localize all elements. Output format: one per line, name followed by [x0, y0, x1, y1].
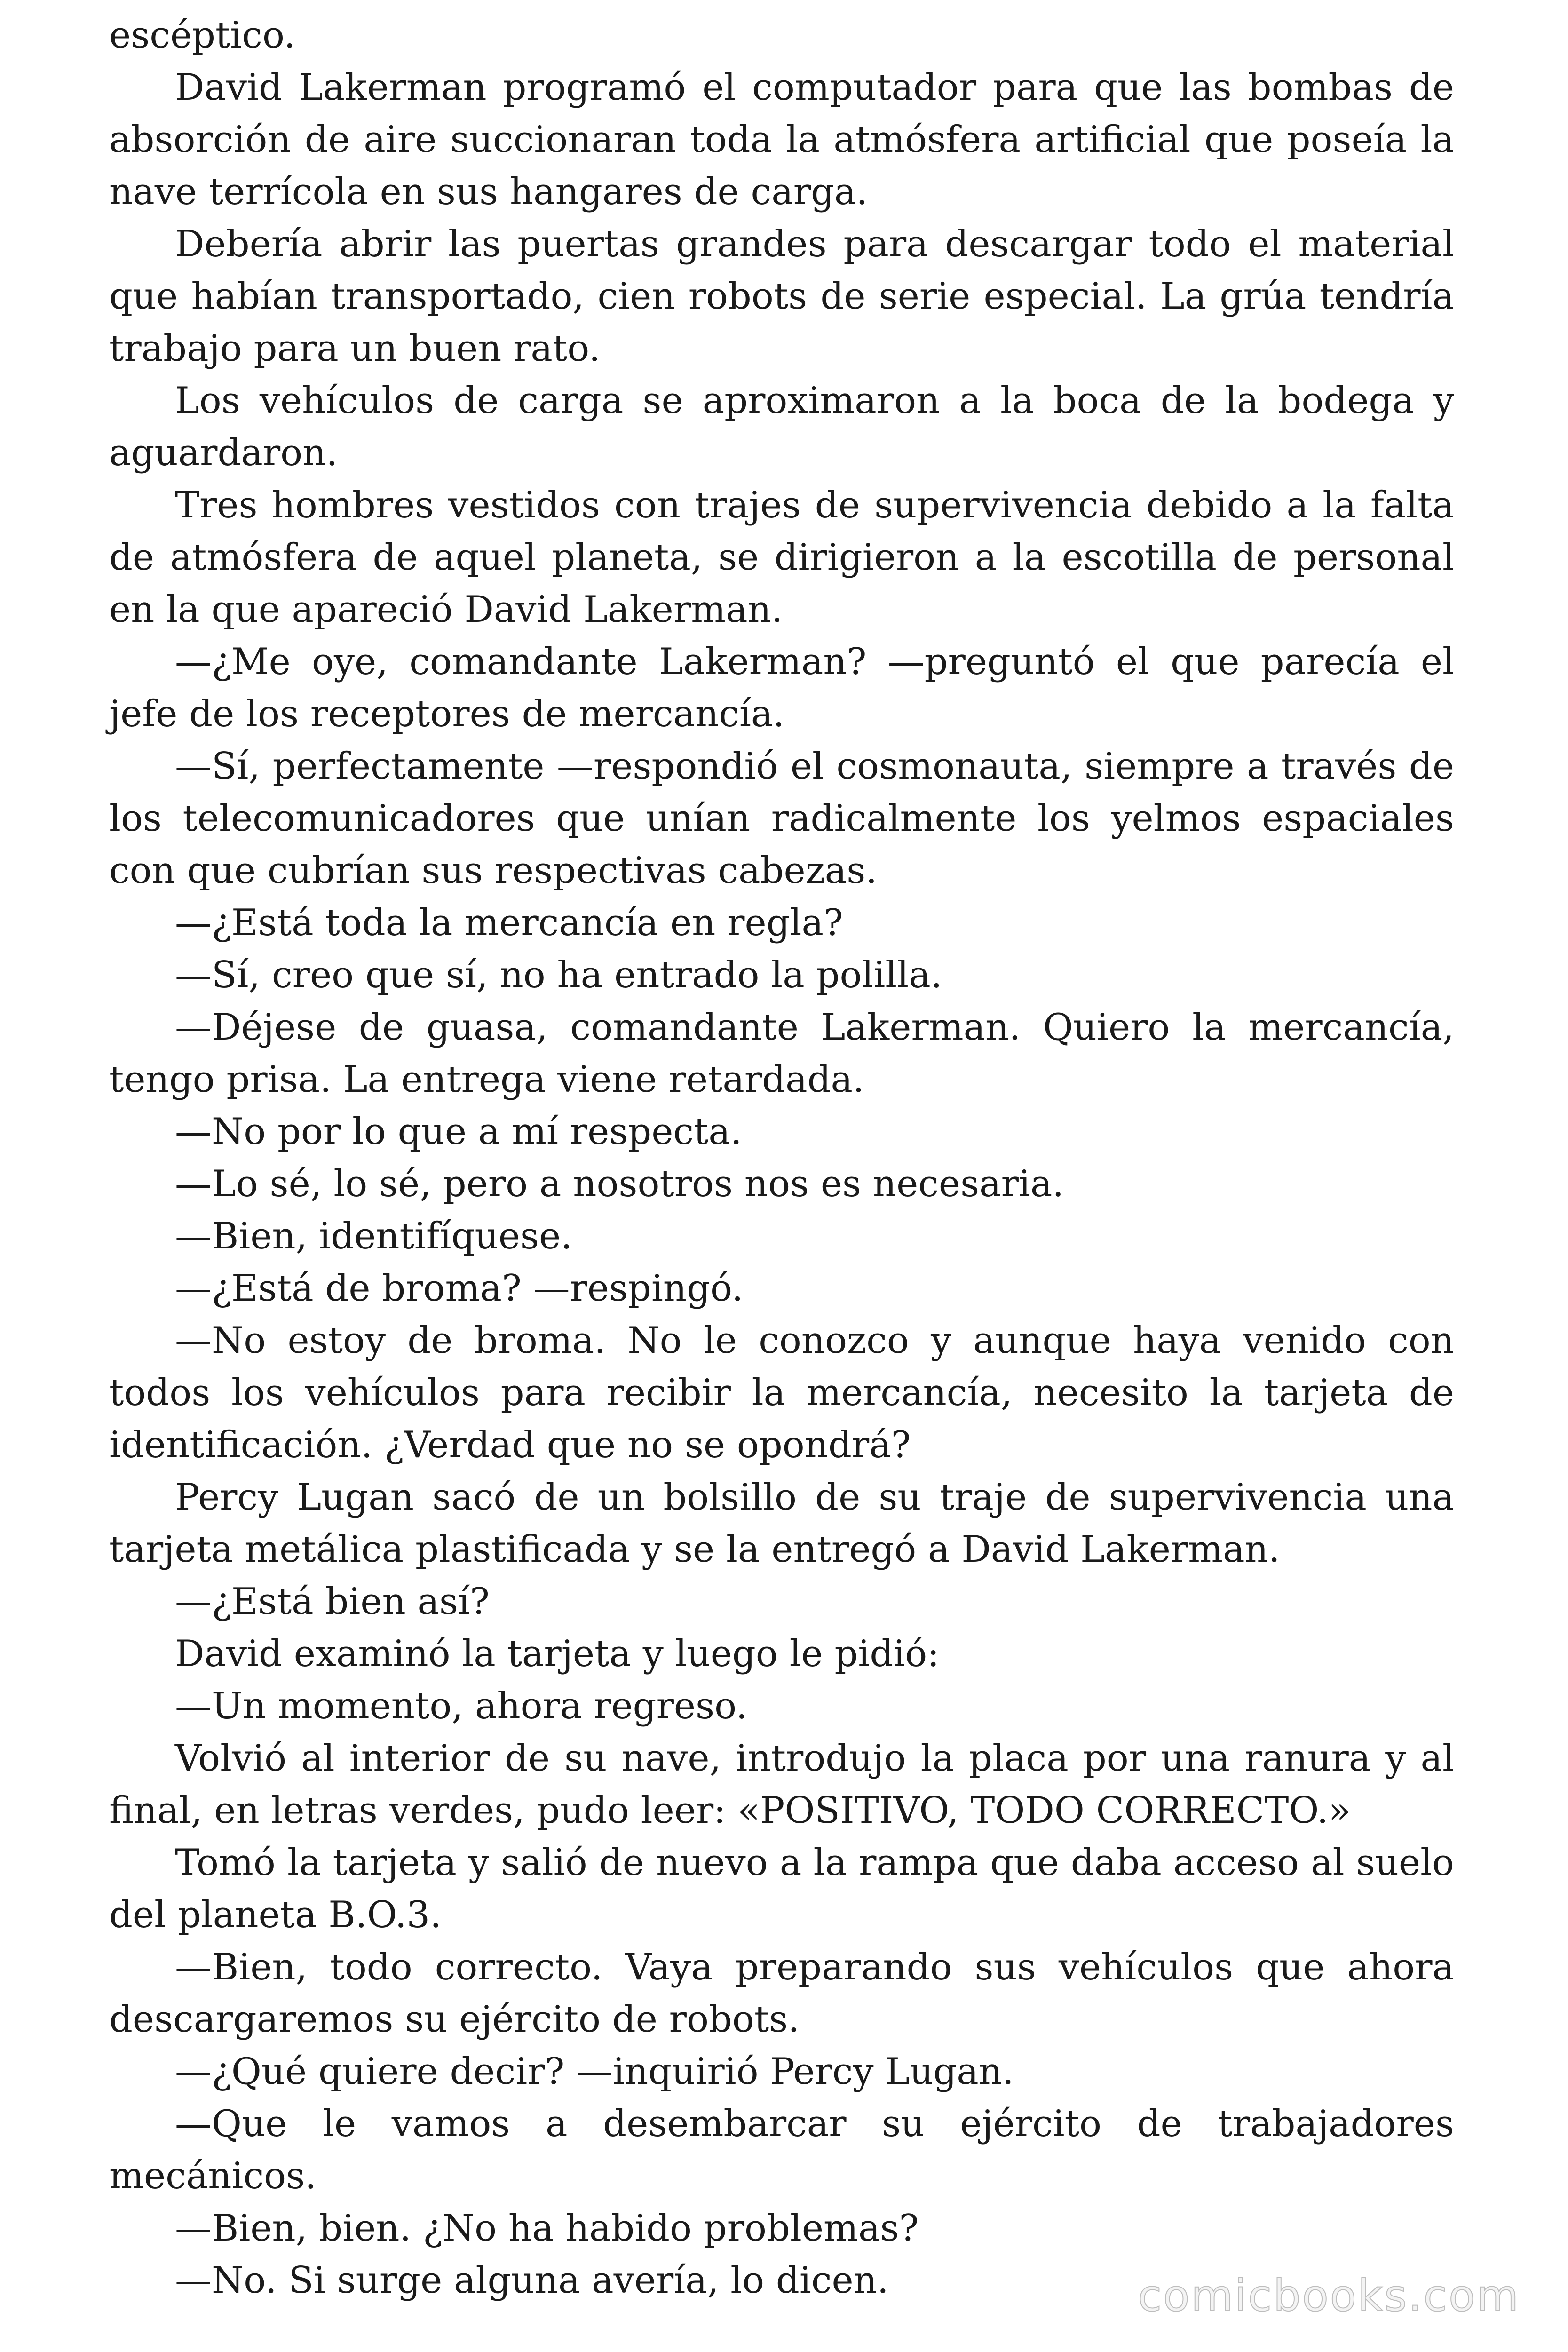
paragraph: Los vehículos de carga se aproximaron a la boca de la bodega y aguardaron. — [109, 380, 1454, 474]
watermark-logo: comicbooks.com — [1138, 2271, 1520, 2321]
paragraph: —Que le vamos a desembarcar su ejército de trabajadores mecánicos. — [109, 2103, 1454, 2197]
paragraph: —Sí, creo que sí, no ha entrado la polilla. — [175, 954, 942, 996]
paragraph: —¿Está bien así? — [175, 1581, 490, 1623]
paragraph: David Lakerman programó el computador para que las bombas de absorción de aire succionaran toda la atmósfera artificial que poseía la nave terrícola en sus hangares de carga. — [109, 66, 1454, 213]
paragraph: Volvió al interior de su nave, introdujo la placa por una ranura y al final, en letras verdes, pudo leer: «POSITIVO, TODO CORRECTO.» — [109, 1737, 1454, 1832]
paragraph: —Un momento, ahora regreso. — [175, 1685, 748, 1727]
paragraph: David examinó la tarjeta y luego le pidió: — [175, 1633, 940, 1675]
paragraph: —¿Me oye, comandante Lakerman? —preguntó el que parecía el jefe de los receptores de mercancía. — [109, 641, 1454, 735]
paragraph: Tomó la tarjeta y salió de nuevo a la rampa que daba acceso al suelo del planeta B.O.3. — [109, 1842, 1454, 1936]
paragraph: escéptico. — [109, 14, 296, 56]
book-page-text — [109, 9, 1454, 2307]
paragraph: —Déjese de guasa, comandante Lakerman. Quiero la mercancía, tengo prisa. La entrega viene retardada. — [109, 1006, 1454, 1101]
paragraph: —¿Está de broma? —respingó. — [175, 1267, 744, 1310]
paragraph: —Sí, perfectamente —respondió el cosmonauta, siempre a través de los telecomunicadores que unían radicalmente los yelmos espaciales con que cubrían sus respectivas cabezas. — [109, 745, 1454, 892]
paragraph: —¿Qué quiere decir? —inquirió Percy Lugan. — [175, 2050, 1014, 2093]
paragraph: —Bien, identifíquese. — [175, 1215, 572, 1257]
paragraph: —Lo sé, lo sé, pero a nosotros nos es necesaria. — [175, 1163, 1064, 1205]
paragraph: —Bien, bien. ¿No ha habido problemas? — [175, 2207, 919, 2249]
paragraph: —Bien, todo correcto. Vaya preparando sus vehículos que ahora descargaremos su ejército de robots. — [109, 1946, 1454, 2041]
paragraph: —¿Está toda la mercancía en regla? — [175, 902, 843, 944]
paragraph: —No por lo que a mí respecta. — [175, 1111, 742, 1153]
paragraph: —No estoy de broma. No le conozco y aunque haya venido con todos los vehículos para recibir la mercancía, necesito la tarjeta de identificación. ¿Verdad que no se opondrá? — [109, 1319, 1454, 1466]
paragraph: Debería abrir las puertas grandes para descargar todo el material que habían transportado, cien robots de serie especial. La grúa tendría trabajo para un buen rato. — [109, 223, 1454, 370]
paragraph: Percy Lugan sacó de un bolsillo de su traje de supervivencia una tarjeta metálica plastificada y se la entregó a David Lakerman. — [109, 1476, 1454, 1571]
paragraph: —No. Si surge alguna avería, lo dicen. — [175, 2259, 889, 2302]
paragraph: Tres hombres vestidos con trajes de supervivencia debido a la falta de atmósfera de aquel planeta, se dirigieron a la escotilla de personal en la que apareció David Lakerman. — [109, 484, 1454, 631]
